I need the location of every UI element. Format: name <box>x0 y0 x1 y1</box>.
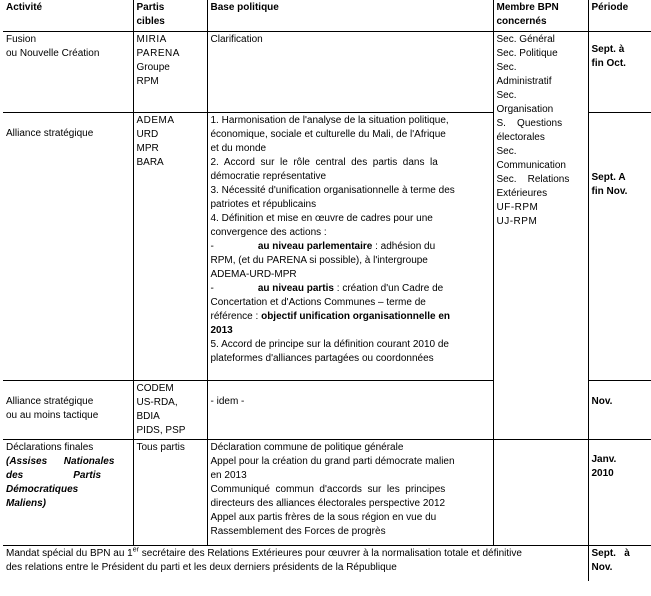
row1-parti: RPM <box>136 75 159 87</box>
base-text: en 2013 <box>210 469 247 481</box>
base-text: patriotes et républicains <box>210 198 317 210</box>
dash: - <box>210 240 214 252</box>
row4-periode-line2: 2010 <box>591 467 614 479</box>
row1-parti: MIRIA <box>136 33 167 45</box>
row2-parti: BARA <box>136 156 164 168</box>
row2-base <box>207 112 493 380</box>
row1-periode <box>588 31 651 112</box>
row2-partis <box>133 112 207 380</box>
base-text: directeurs des alliances électorales perspective 2012 <box>210 497 446 509</box>
row1-activite-line2: ou Nouvelle Création <box>6 47 100 59</box>
base-text: économique, sociale et culturelle du Mali, de l'Afrique <box>210 128 446 140</box>
base-text: ADEMA-URD-MPR <box>210 268 297 280</box>
base-text: RPM, (et du PARENA si possible), à l'intergroupe <box>210 254 428 266</box>
row1-parti: PARENA <box>136 47 180 59</box>
base-text: Communiqué commun d'accords sur les principes <box>210 483 446 495</box>
row1-periode-line1: Sept. à <box>591 43 625 55</box>
row4-activite <box>3 439 133 545</box>
membre-item: Sec. Relations <box>496 173 570 185</box>
base-text-mixed <box>211 310 490 324</box>
mandat-line1 <box>6 547 585 561</box>
header-partis-line2: cibles <box>136 16 165 27</box>
row1-activite <box>3 31 133 112</box>
row1-partis <box>133 31 207 112</box>
row1-periode-line2: fin Oct. <box>591 57 626 69</box>
emphasis: 2013 <box>210 324 233 336</box>
row4-base <box>207 439 493 545</box>
row3-activite-line2: ou au moins tactique <box>6 409 99 421</box>
mandat-line2: des relations entre le Président du parti et les deux derniers présidents de la République <box>6 561 397 573</box>
row4-periode-line1: Janv. <box>591 453 617 465</box>
row3-partis <box>133 380 207 439</box>
base-text: 2. Accord sur le rôle central des partis dans la <box>210 156 438 168</box>
row2-parti: URD <box>136 128 159 140</box>
base-text: référence : <box>210 310 259 322</box>
row2-periode-line1: Sept. A <box>591 171 626 183</box>
dash: - <box>210 282 214 294</box>
header-membre-line2: concernés <box>496 16 547 27</box>
base-text: Concertation et d'Actions Communes – terme de <box>210 296 426 308</box>
row4-activite-italic: Démocratiques <box>6 483 79 495</box>
membre-item: UF-RPM <box>496 201 539 213</box>
base-text: plateformes d'alliances partagées ou coordonnées <box>210 352 434 364</box>
row2-parti: MPR <box>136 142 159 154</box>
row5-periode-line1: Sept. à <box>591 547 630 559</box>
base-text: Appel pour la création du grand parti démocrate malien <box>210 455 455 467</box>
header-membre-line1: Membre BPN <box>496 2 559 13</box>
row1-base: Clarification <box>207 31 493 112</box>
row2-activite: Alliance stratégique <box>3 112 133 380</box>
mandat-sup: er <box>132 546 139 554</box>
membres-cell <box>493 31 588 380</box>
membre-item: Sec. <box>496 61 517 73</box>
activity-table <box>3 0 651 581</box>
base-text: démocratie représentative <box>210 170 327 182</box>
row2-periode <box>588 112 651 380</box>
row4-activite-italic: (Assises Nationales <box>6 455 115 467</box>
row4-partis: Tous partis <box>133 439 207 545</box>
row4-activite-line1: Déclarations finales <box>6 441 94 453</box>
emphasis: au niveau partis <box>257 282 334 294</box>
row4-activite-italic: des Partis <box>6 469 102 481</box>
membre-item: Sec. <box>496 89 517 101</box>
membre-item: Sec. Politique <box>496 47 558 59</box>
row5-periode-line2: Nov. <box>591 561 613 573</box>
header-periode: Période <box>588 0 651 31</box>
membre-item: électorales <box>496 131 545 143</box>
header-membre <box>493 0 588 31</box>
base-subitem-parlementaire <box>211 240 490 254</box>
membre-item: Organisation <box>496 103 554 115</box>
membre-item: Sec. Général <box>496 33 555 45</box>
membre-item: Extérieures <box>496 187 548 199</box>
row5-periode <box>588 545 651 581</box>
base-text: et du monde <box>210 142 267 154</box>
row3-parti: BDIA <box>136 410 160 422</box>
base-text: 3. Nécessité d'unification organisationnelle à terme des <box>210 184 455 196</box>
row3-parti: CODEM <box>136 382 174 394</box>
base-text: convergence des actions : <box>210 226 327 238</box>
row3-activite <box>3 380 133 439</box>
row2-periode-line2: fin Nov. <box>591 185 628 197</box>
row3-periode: Nov. <box>588 380 651 439</box>
emphasis: au niveau parlementaire <box>257 240 373 252</box>
mandat-text: Mandat spécial du BPN au 1 <box>6 547 133 559</box>
row3-activite-line1: Alliance stratégique <box>6 395 94 407</box>
membre-item: Sec. <box>496 145 517 157</box>
base-text: Appel aux partis frères de la sous région en vue du <box>210 511 437 523</box>
mandat-text: secrétaire des Relations Extérieures pour œuvrer à la normalisation totale et définitive <box>138 547 522 559</box>
row3-membres <box>493 380 588 439</box>
row3-base: - idem - <box>207 380 493 439</box>
row2-parti: ADEMA <box>136 114 175 126</box>
row3-parti: US-RDA, <box>136 396 178 408</box>
header-partis-line1: Partis <box>136 2 165 13</box>
membre-item: Communication <box>496 159 566 171</box>
base-text: Déclaration commune de politique générale <box>210 441 404 453</box>
row4-activite-italic: Maliens) <box>6 497 47 509</box>
membre-item: Administratif <box>496 75 552 87</box>
row5-mandat <box>3 545 588 581</box>
header-activite: Activité <box>3 0 133 31</box>
row4-periode <box>588 439 651 545</box>
row1-activite-line1: Fusion <box>6 33 37 45</box>
membre-item: UJ-RPM <box>496 215 538 227</box>
row3-parti: PIDS, PSP <box>136 424 186 436</box>
base-text: 4. Définition et mise en œuvre de cadres pour une <box>210 212 433 224</box>
base-text: 5. Accord de principe sur la définition courant 2010 de <box>210 338 449 350</box>
row4-membres <box>493 439 588 545</box>
base-text: : création d'un Cadre de <box>336 282 444 294</box>
header-base: Base politique <box>207 0 493 31</box>
base-text: 1. Harmonisation de l'analyse de la situation politique, <box>210 114 449 126</box>
base-text: : adhésion du <box>375 240 436 252</box>
emphasis: objectif unification organisationnelle en <box>261 310 450 322</box>
base-text: Rassemblement des Forces de progrès <box>210 525 386 537</box>
membre-item: S. Questions <box>496 117 563 129</box>
row1-parti: Groupe <box>136 61 170 73</box>
base-subitem-partis <box>211 282 490 296</box>
header-partis <box>133 0 207 31</box>
